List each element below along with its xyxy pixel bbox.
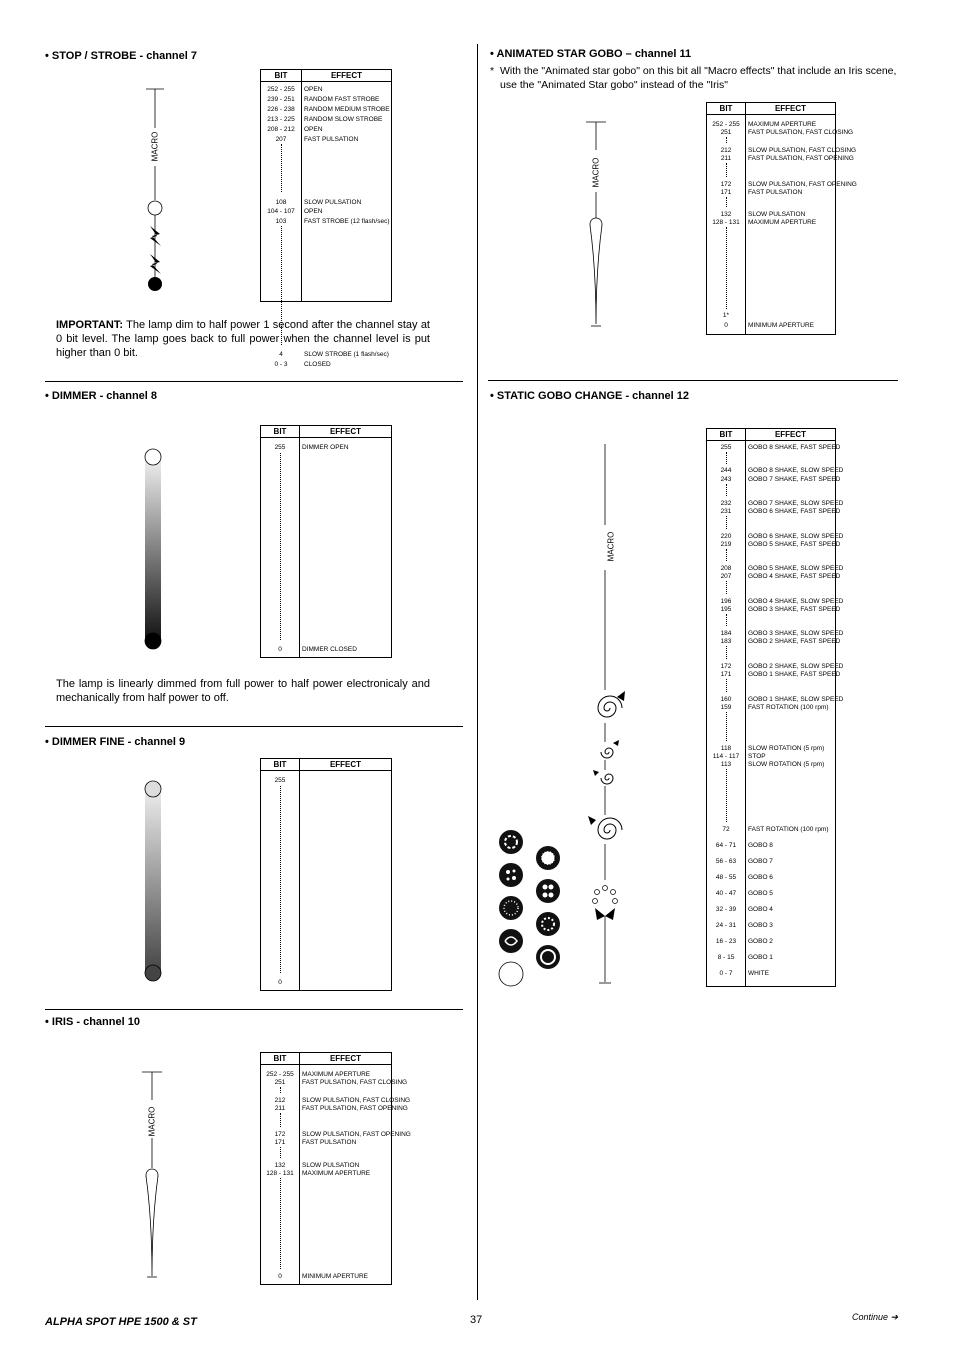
ch12-row-bit: 196 [720,598,732,605]
ch7-title: • STOP / STROBE - channel 7 [45,50,197,62]
ch7-row-effect: SLOW PULSATION [304,199,362,206]
ch8-row-bit: 0 [278,646,282,653]
ch10-row-effect: MAXIMUM APERTURE [302,1071,371,1078]
range-dots [280,786,281,973]
ch8-dimmer-graphic [142,446,164,652]
ch7-effect-header: EFFECT [330,71,363,80]
ch7-bit-header: BIT [274,71,288,80]
ch10-row-effect: SLOW PULSATION, FAST CLOSING [302,1097,411,1104]
ch12-row-effect: GOBO 8 SHAKE, SLOW SPEED [748,467,844,474]
ch11-row-bit: 211 [720,155,732,162]
ch7-row-bit: 103 [275,218,287,225]
range-dots [726,712,727,741]
ch10-row-bit: 172 [274,1131,286,1138]
ch12-row-bit: 114 - 117 [712,753,740,760]
footer-product: ALPHA SPOT HPE 1500 & ST [45,1316,197,1328]
ch11-iris-graphic [584,120,608,330]
ch11-row-effect: FAST PULSATION, FAST OPENING [748,155,854,162]
ch12-row-effect: SLOW ROTATION (5 rpm) [748,745,825,752]
ch12-row-bit: 219 [720,541,732,548]
ch12-row-effect: FAST ROTATION (100 rpm) [748,704,829,711]
ch11-macro-label: MACRO [591,157,601,188]
ch12-row-bit: 64 - 71 [715,842,737,849]
ch9-dimmer-graphic [142,778,164,984]
ch10-title: • IRIS - channel 10 [45,1016,140,1028]
ch7-macro-graphic [140,88,170,298]
ch11-row-bit: 212 [720,147,732,154]
ch12-row-effect: GOBO 1 SHAKE, SLOW SPEED [748,696,844,703]
ch10-row-bit: 211 [274,1105,286,1112]
ch8-row-effect: DIMMER CLOSED [302,646,357,653]
footer-continue[interactable]: Continue ➔ [852,1312,899,1322]
ch12-row-effect: GOBO 2 [748,938,773,945]
range-dots [726,549,727,561]
range-dots [726,614,727,626]
ch12-row-bit: 40 - 47 [715,890,737,897]
ch11-row-effect: FAST PULSATION, FAST CLOSING [748,129,854,136]
divider [45,381,463,382]
ch7-row-effect: OPEN [304,126,323,133]
ch12-row-bit: 113 [720,761,732,768]
ch12-row-bit: 0 - 7 [719,970,733,977]
ch10-row-effect: FAST PULSATION, FAST CLOSING [302,1079,408,1086]
ch7-row-effect: RANDOM MEDIUM STROBE [304,106,390,113]
ch10-macro-label: MACRO [147,1106,157,1137]
ch11-title: • ANIMATED STAR GOBO – channel 11 [490,48,692,60]
ch10-row-bit: 212 [274,1097,286,1104]
ch12-row-effect: GOBO 2 SHAKE, FAST SPEED [748,638,841,645]
ch12-title: • STATIC GOBO CHANGE - channel 12 [490,390,690,402]
ch12-row-bit: 8 - 15 [717,954,735,961]
ch7-row-bit: 239 - 251 [267,96,295,103]
footer-page-number: 37 [470,1314,483,1326]
ch11-note-star: * [490,65,495,77]
ch11-row-effect: SLOW PULSATION, FAST OPENING [748,181,857,188]
ch11-row-bit: 252 - 255 [712,121,740,128]
ch7-table [260,69,392,368]
range-dots [726,646,727,659]
ch11-row-bit: 171 [720,189,732,196]
ch7-row-bit: 0 - 3 [274,361,288,368]
ch10-iris-graphic [140,1070,164,1280]
ch8-bit-header: BIT [273,427,287,436]
ch11-row-effect: FAST PULSATION [748,189,803,196]
ch11-row-effect: SLOW PULSATION, FAST CLOSING [748,147,857,154]
ch12-row-bit: 255 [720,444,732,451]
ch12-row-effect: SLOW ROTATION (5 rpm) [748,761,825,768]
range-dots [726,227,727,309]
range-dots [726,484,727,496]
range-dots [281,144,282,192]
ch8-row-effect: DIMMER OPEN [302,444,349,451]
ch10-row-bit: 0 [278,1273,282,1280]
ch11-row-bit: 0 [724,322,728,329]
ch9-title: • DIMMER FINE - channel 9 [45,736,186,748]
ch10-row-effect: SLOW PULSATION, FAST OPENING [302,1131,411,1138]
ch8-note: The lamp is linearly dimmed from full power to half power electronicaly and mechanically from half power to off. [56,678,430,704]
column-divider [477,44,478,1300]
range-dots [280,1147,281,1158]
ch12-row-bit: 118 [720,745,732,752]
ch12-row-effect: GOBO 1 SHAKE, FAST SPEED [748,671,841,678]
ch11-row-effect: SLOW PULSATION [748,211,806,218]
ch12-row-bit: 24 - 31 [715,922,737,929]
ch12-row-effect: GOBO 2 SHAKE, SLOW SPEED [748,663,844,670]
ch12-row-effect: GOBO 4 SHAKE, SLOW SPEED [748,598,844,605]
range-dots [726,769,727,822]
ch10-row-effect: MINIMUM APERTURE [302,1273,368,1280]
ch7-row-bit: 207 [275,136,287,143]
ch12-effect-header: EFFECT [774,430,807,439]
ch9-row-bit: 0 [278,979,282,986]
ch8-effect-header: EFFECT [329,427,362,436]
ch11-row-bit: 128 - 131 [712,219,740,226]
ch11-row-bit: 172 [720,181,732,188]
ch7-row-effect: RANDOM SLOW STROBE [304,116,383,123]
range-dots [280,453,281,640]
range-dots [726,197,727,207]
ch11-row-effect: MINIMUM APERTURE [748,322,814,329]
ch12-row-effect: GOBO 6 SHAKE, FAST SPEED [748,508,841,515]
ch12-row-effect: GOBO 8 SHAKE, FAST SPEED [748,444,841,451]
ch12-row-effect: GOBO 6 SHAKE, SLOW SPEED [748,533,844,540]
ch10-row-bit: 252 - 255 [266,1071,294,1078]
ch12-row-bit: 171 [720,671,732,678]
range-dots [280,1113,281,1127]
ch10-row-bit: 171 [274,1139,286,1146]
ch12-row-bit: 231 [720,508,732,515]
ch12-row-bit: 56 - 63 [715,858,737,865]
ch7-row-effect: FAST STROBE (12 flash/sec) [304,218,390,225]
ch12-row-bit: 172 [720,663,732,670]
ch12-row-bit: 208 [720,565,732,572]
ch7-row-bit: 108 [275,199,287,206]
ch10-row-effect: FAST PULSATION [302,1139,357,1146]
ch12-row-bit: 184 [720,630,732,637]
ch12-row-effect: GOBO 3 SHAKE, FAST SPEED [748,606,841,613]
range-dots [280,1178,281,1269]
ch7-important-note [56,318,430,360]
ch12-row-bit: 207 [720,573,732,580]
important-text: The lamp dim to half power 1 second after the channel stay at 0 bit level. The lamp goes back to full power when the channel level is put higher than 0 bit. [56,319,430,359]
ch12-row-bit: 32 - 39 [715,906,737,913]
ch11-row-effect: MAXIMUM APERTURE [748,121,817,128]
ch7-row-bit: 104 - 107 [267,208,295,215]
ch10-row-effect: FAST PULSATION, FAST OPENING [302,1105,408,1112]
ch12-row-bit: 183 [720,638,732,645]
ch7-row-effect: RANDOM FAST STROBE [304,96,380,103]
ch7-row-effect: OPEN [304,86,323,93]
ch12-bit-header: BIT [719,430,733,439]
divider [45,1009,463,1010]
ch10-table [260,1052,411,1285]
ch11-effect-header: EFFECT [774,104,807,113]
ch7-row-bit: 4 [279,351,283,358]
ch10-row-bit: 132 [274,1162,286,1169]
ch11-note-text: With the "Animated star gobo" on this bit all "Macro effects" that include an Iris scene, use the "Animated Star gobo" instead of the "Iris" [500,65,897,91]
ch11-row-bit: 1* [722,312,730,319]
ch12-macro-label: MACRO [606,531,616,562]
ch8-row-bit: 255 [274,444,286,451]
ch12-row-effect: GOBO 7 [748,858,773,865]
ch12-gobo-graphic [495,440,635,990]
ch12-row-effect: GOBO 1 [748,954,773,961]
range-dots [280,1087,281,1093]
ch9-bit-header: BIT [273,760,287,769]
ch8-title: • DIMMER - channel 8 [45,390,158,402]
range-dots [726,137,727,143]
range-dots [726,581,727,594]
ch12-row-effect: STOP [748,753,766,760]
ch7-row-bit: 213 - 225 [267,116,295,123]
ch12-row-effect: GOBO 4 SHAKE, FAST SPEED [748,573,841,580]
ch7-row-effect: FAST PULSATION [304,136,359,143]
range-dots [726,679,727,692]
ch12-row-effect: FAST ROTATION (100 rpm) [748,826,829,833]
divider [45,726,463,727]
ch12-row-effect: GOBO 7 SHAKE, FAST SPEED [748,476,841,483]
ch7-row-bit: 252 - 255 [267,86,295,93]
ch10-row-bit: 251 [274,1079,286,1086]
ch12-table [706,428,844,987]
ch12-row-effect: GOBO 3 SHAKE, SLOW SPEED [748,630,844,637]
ch10-effect-header: EFFECT [329,1054,362,1063]
ch10-row-bit: 128 - 131 [266,1170,294,1177]
important-label: IMPORTANT: [56,319,124,331]
ch10-row-effect: MAXIMUM APERTURE [302,1170,371,1177]
ch11-row-bit: 132 [720,211,732,218]
ch11-bit-header: BIT [719,104,733,113]
ch7-row-bit: 226 - 238 [267,106,295,113]
range-dots [726,163,727,177]
ch11-row-bit: 251 [720,129,732,136]
divider [488,380,898,381]
ch7-macro-label: MACRO [150,131,160,162]
range-dots [726,516,727,529]
ch12-row-bit: 244 [720,467,732,474]
ch12-row-bit: 195 [720,606,732,613]
ch7-row-bit: 208 - 212 [267,126,295,133]
ch7-row-effect: CLOSED [304,361,331,368]
ch9-effect-header: EFFECT [329,760,362,769]
ch12-row-effect: GOBO 7 SHAKE, SLOW SPEED [748,500,844,507]
ch11-row-effect: MAXIMUM APERTURE [748,219,817,226]
ch12-row-effect: GOBO 8 [748,842,773,849]
ch12-row-effect: WHITE [748,970,769,977]
ch12-row-bit: 232 [720,500,732,507]
ch12-row-effect: GOBO 5 SHAKE, SLOW SPEED [748,565,844,572]
ch8-table [260,425,392,658]
ch12-row-effect: GOBO 5 SHAKE, FAST SPEED [748,541,841,548]
range-dots [726,452,727,464]
ch12-row-bit: 72 [722,826,730,833]
ch7-row-effect: SLOW STROBE (1 flash/sec) [304,351,389,358]
ch11-table [706,102,857,335]
ch12-row-effect: GOBO 6 [748,874,773,881]
ch9-row-bit: 255 [274,777,286,784]
ch12-row-effect: GOBO 4 [748,906,773,913]
ch12-row-effect: GOBO 5 [748,890,773,897]
ch12-row-bit: 220 [720,533,732,540]
ch12-row-bit: 159 [720,704,732,711]
ch9-table [260,758,392,991]
ch12-row-bit: 160 [720,696,732,703]
ch12-row-effect: GOBO 3 [748,922,773,929]
ch10-row-effect: SLOW PULSATION [302,1162,360,1169]
ch7-row-effect: OPEN [304,208,323,215]
ch10-bit-header: BIT [273,1054,287,1063]
ch12-row-bit: 16 - 23 [715,938,737,945]
ch12-row-bit: 48 - 55 [715,874,737,881]
ch12-row-bit: 243 [720,476,732,483]
